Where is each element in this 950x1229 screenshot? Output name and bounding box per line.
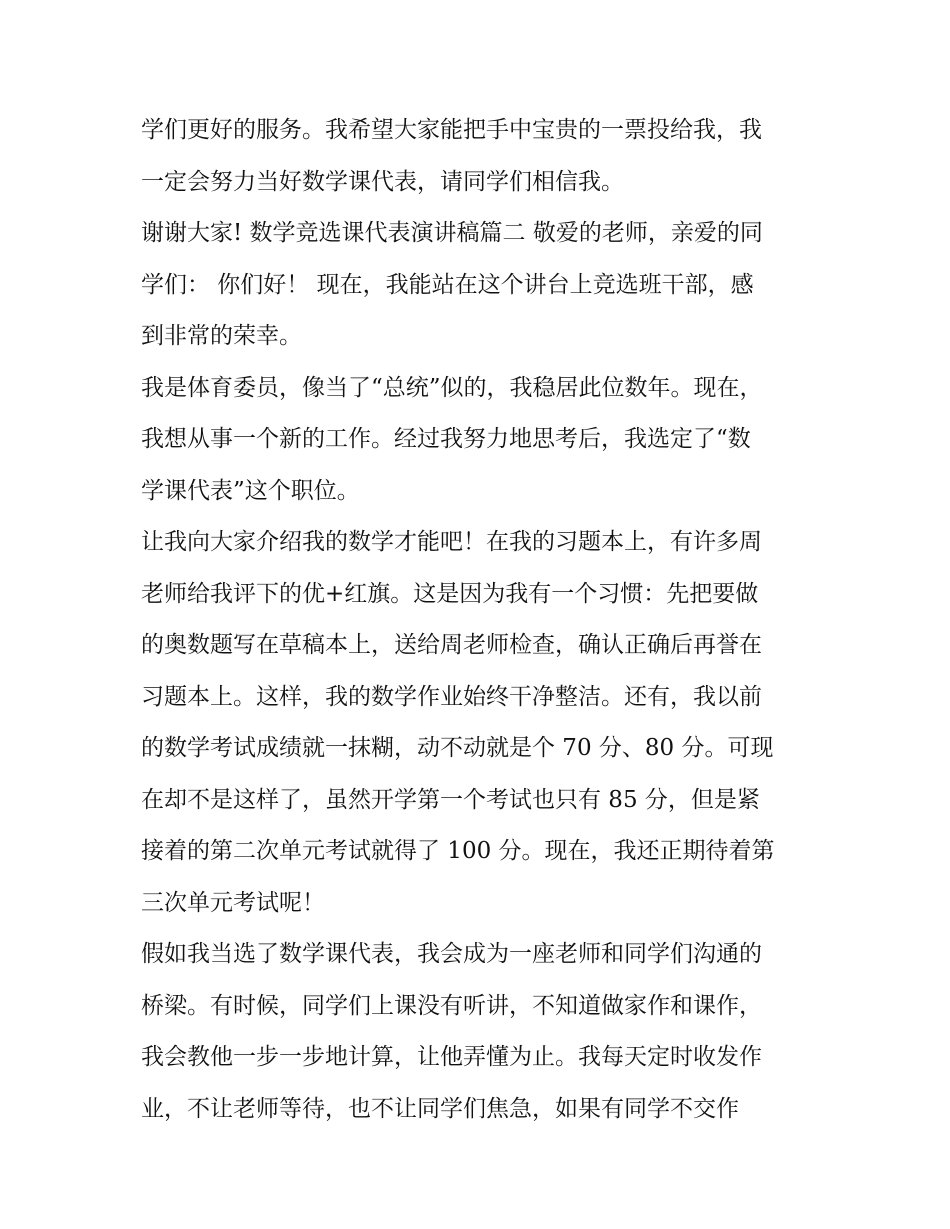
text-line: 学们更好的服务。我希望大家能把手中宝贵的一票投给我，我 xyxy=(141,117,762,143)
text-line: 我是体育委员，像当了“总统”似的，我稳居此位数年。现在， xyxy=(141,374,763,401)
text-line: 习题本上。这样，我的数学作业始终干净整洁。还有，我以前 xyxy=(141,683,762,710)
text-line: 让我向大家介绍我的数学才能吧！在我的习题本上，有许多周 xyxy=(141,529,762,555)
text-line: 我想从事一个新的工作。经过我努力地思考后，我选定了“数 xyxy=(141,426,751,452)
text-line: 学课代表”这个职位。 xyxy=(141,477,360,504)
text-line: 接着的第二次单元考试就得了 100 分。现在，我还正期待着第 xyxy=(141,838,775,864)
text-line: 学们： 你们好！ 现在，我能站在这个讲台上竞选班干部，感 xyxy=(141,271,754,298)
text-line: 的奥数题写在草稿本上，送给周老师检查，确认正确后再誉在 xyxy=(141,632,762,658)
text-line: 一定会努力当好数学课代表，请同学们相信我。 xyxy=(141,168,624,195)
text-line: 假如我当选了数学课代表，我会成为一座老师和同学们沟通的 xyxy=(141,941,762,967)
text-line: 三次单元考试呢！ xyxy=(141,889,325,916)
text-line: 在却不是这样了，虽然开学第一个考试也只有 85 分，但是紧 xyxy=(141,786,760,813)
text-line: 的数学考试成绩就一抹糊，动不动就是个 70 分、80 分。可现 xyxy=(141,735,774,761)
text-line: 到非常的荣幸。 xyxy=(141,323,302,349)
text-line: 谢谢大家! 数学竞选课代表演讲稿篇二 敬爱的老师，亲爱的同 xyxy=(141,220,763,246)
text-line: 桥梁。有时候，同学们上课没有听讲，不知道做家作和课作， xyxy=(141,992,762,1019)
text-line: 我会教他一步一步地计算，让他弄懂为止。我每天定时收发作 xyxy=(141,1044,762,1070)
text-line: 老师给我评下的优+红旗。这是因为我有一个习惯：先把要做 xyxy=(141,580,759,607)
text-line: 业，不让老师等待，也不让同学们焦急，如果有同学不交作 xyxy=(141,1095,739,1122)
document-body xyxy=(141,108,821,1138)
